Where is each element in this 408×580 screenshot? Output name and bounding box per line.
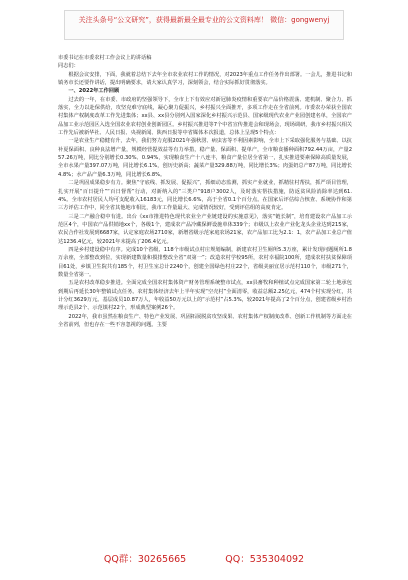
paragraph: 2022年，我市虽然在粮食生产、特色产业发展、巩固拓展脱贫攻坚成果、农村集体产权制度改革、创新工作机制等方面走在全省前列，但也存在一些不容忽视的问题。主要 [58,313,352,328]
salutation: 同志们： [58,63,79,70]
paragraph: 过去的一年，在市委、市政府的坚强领导下，全市上下有效应对新冠肺炎疫情和重要农产品价格震荡、建机制、聚合力、抓落实，全力以赴保供给，攻坚克难守底线，凝心聚力促振兴，乡村振兴全面推开，多项工作走在全省前列。市委农办荣获全国农村集体产权制度改革工作先进集体；xx县、xx县分别列入国家深化乡村振兴示范县、国家级现代农业产业园创建名单，全国农产品加工业示范园区入选全国农业农村创业创新园区。乡村振兴推进等7个中省宣传推进会和现场会，现场调研，我市乡村振兴相关工作先后被新华社、人民日报、央视新闻、陕西日报等中省媒体本次报道，总体上呈现5个特点： [58,96,352,137]
paragraph: 根据会议安排，下面，我就着总结下去年全市农业农村工作的情况，对2023年重点工作任务作出部署。一会儿，推进书记和镇务市长还要作讲话，提出明确要求，请大家认真学习，深刻领会，结合实际抓好贯彻落实。 [58,71,352,87]
document-title: 市委书记在市委农村工作会议上的讲话稿 [58,55,152,61]
paragraph: 五是农村改革稳步推进。全面完成全国农村集体资产财务管理系统整市试点，xx县畜牧和种植试点完成国家第二轮土地承包到期后再延长30年整镇试点任务。农村集体经济去年上半年实现“空壳村”全面清零，收益总额2.25亿元，474个村实现分红，共计分红3629万元。基层成员10.87万人，年收益50万元以上的“示范村”占5.3%，较2021年提高了2个百分点，创建省级乡村治理示范县2个、示范镇村22个，形成典型案例26个。 [58,280,352,312]
paragraph: 二是巩固成果稳步有力。聚焦“守底线、抓发展、促振兴”，抓细动态监测，抓实产业就业，抓精驻村帮扶，抓严项目管理，扎实开展“百日提升”“百日督帮”行动，对新纳入的“三类户”918户3002人，及时落实帮扶措施，防返贫风险消除率达到61.4%。全市农村居民人均可支配收入16183元，同比增长6.6%，高于全省0.1个百分点。在国家后评估综合核查、系统协作和第三方评估工作中，同全省其他地市相比，我市工作量最大、完成情况较好，受到评估组的高度肯定。 [58,180,352,212]
document-body [58,50,352,546]
header-banner [64,10,344,40]
section-heading: 一、2022年工作回顾 [68,88,120,95]
qq-contact-text: QQ：535304092 [225,554,305,565]
paragraph: 三是二产融合稳中有进。出台《xx市推进特色现代农业全产业链建设的实施意见》，落实“链长制”，培育建设农产品加工示范区4个，中国农产品供销地xx个，各级1个，建成农产品冷藏保鲜设施单体339个；市级以上农业产业化龙头企业达到215家，农民合作社发展到6687家，认定家庭农场2710家，新增省级示范家庭农场21家，农产品加工比为2.1：1，农产品加工业总产值达1236.4亿元，较2021年末提高了206.4亿元。 [58,213,352,245]
banner-text: 关注头条号“公文研究”，获得最新最全最专业的公文资料库！ 微信：gongwenyj [78,16,330,24]
footer-contact [0,549,408,571]
qq-group-text: QQ群：30265665 [103,554,187,565]
paragraph: 一是农业生产稳健有升，去年，我们努力克服2021年强秋涝、病虫害等不利因素影响，全市上下采取强化服务与基础、以抗补夏保面积、良种良法增产量，规模经营提效益等有力举措，稳产量、保面积、提单产，全市粮食播种面积792.44万亩，产量257.26万吨，同比分别增长0.30%、0.94%，实现粮食生产十八连丰，粮食产量位居全省第一，扎实推进要素保障高质量发展，全市水果产量397.07万吨，同比增长6.1%，创历史新高；蔬菜产量329.88万吨，同比增长3%；肉蛋奶总产87万吨，同比增长4.8%；水产品产量6.3万吨，同比增长6.8%。 [58,138,352,178]
paragraph: 四是乡村建设稳中有序。完成10个省级、118个市级试点村庄规划编制，新建农村卫生厕所5.3万座，累计发现问题厕所1.8万余座，全部整改到位，实现新建数量和摸排整改全省“双第一”；改造农村学校95所，农村幸福院100所，建成农村扶贫保障项目61处，乡镇卫生院共有185个，村卫生室总计2240个，创建全国绿色村庄22个，省级美丽宜居示范村110个，市级271个，数量全省第一。 [58,246,352,278]
